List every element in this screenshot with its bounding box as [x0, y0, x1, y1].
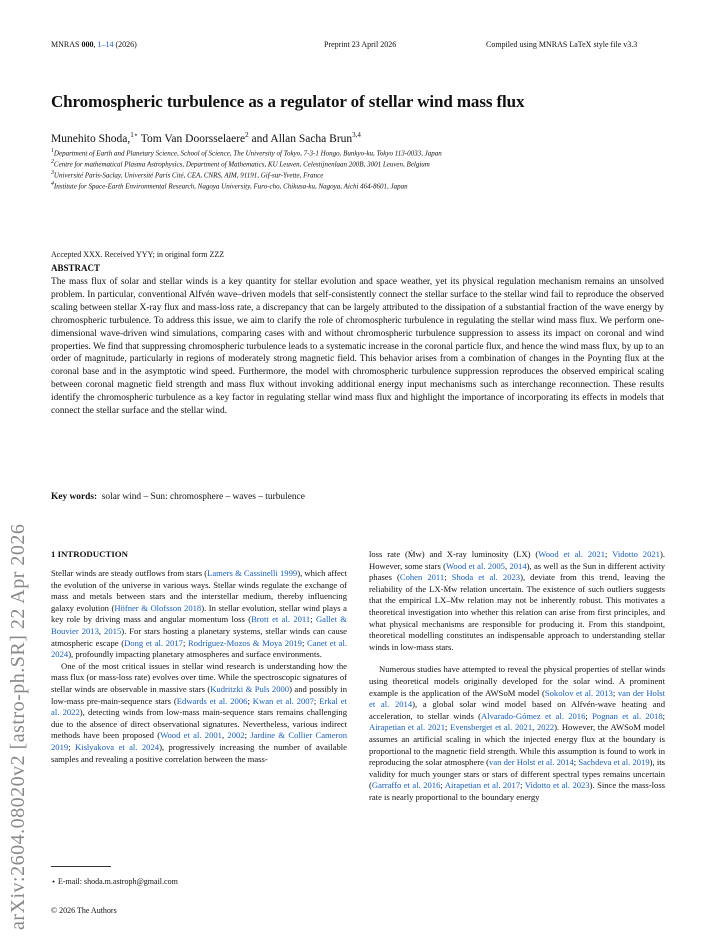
citation-link[interactable]: Erkal et al. 2022: [51, 695, 347, 718]
citation-link[interactable]: Canet et al. 2024: [51, 637, 347, 660]
running-header-compiled: Compiled using MNRAS LaTeX style file v3.3: [486, 40, 638, 49]
citation-link[interactable]: Sachdeva et al. 2019: [578, 757, 650, 768]
footnote-email: ⋆ E-mail: shoda.m.astroph@gmail.com: [51, 877, 178, 886]
left-column: [51, 568, 347, 765]
citation-link[interactable]: Airapetian et al. 2017: [444, 780, 521, 791]
right-column: [369, 549, 665, 803]
keywords: Key words: solar wind – Sun: chromosphere – waves – turbulence: [51, 492, 305, 502]
citation-link[interactable]: Garraffo et al. 2016: [371, 780, 441, 791]
citation-link[interactable]: van der Holst et al. 2014: [489, 757, 574, 768]
citation-link[interactable]: Dong et al. 2017: [124, 637, 183, 648]
citation-link[interactable]: 2002: [227, 730, 245, 741]
citation-link[interactable]: Vidotto et al. 2023: [524, 780, 590, 791]
citation-link[interactable]: Jardine & Collier Cameron 2019: [51, 730, 347, 752]
citation-link[interactable]: Lamers & Cassinelli 1999: [207, 568, 298, 578]
paragraph: One of the most critical issues in stellar wind research is understanding how the mass flux (or mass-loss rate) evolves over time. While the spectroscopic signatures of stellar winds are observable in massive stars (Kudritzki & Puls 2000) and possibly in low-mass pre-main-sequence stars (Edwards et al. 2006; Kwan et al. 2007; Erkal et al. 2022), detecting winds from low-mass main-sequence stars remains challenging due to the absence of direct observational signatures. Nevertheless, various indirect methods have been proposed (Wood et al. 2001, 2002; Jardine & Collier Cameron 2019; Kislyakova et al. 2024), progressively increasing the number of available samples and revealing a positive correlation between the mass-: [51, 660, 347, 764]
citation-link[interactable]: Edwards et al. 2006: [176, 695, 248, 706]
affiliation: $^4$Institute for Space-Earth Environmental Research, Nagoya University, Furo-cho, Chikusa-ku, Nagoya, Aichi 464-8601, Japan: [51, 181, 408, 191]
citation-link[interactable]: Vidotto 2021: [612, 549, 660, 559]
citation-link[interactable]: Kwan et al. 2007: [252, 695, 314, 706]
citation-link[interactable]: Wood et al. 2005: [446, 560, 505, 571]
affiliation: $^1$Department of Earth and Planetary Science, School of Science, The University of Tokyo, 7-3-1 Hongo, Bunkyo-ku, Tokyo 113-0033, Japan: [51, 148, 442, 158]
running-header-preprint: Preprint 23 April 2026: [324, 40, 397, 49]
accepted-line: Accepted XXX. Received YYY; in original form ZZZ: [51, 250, 225, 259]
running-header-journal: MNRAS 000, 1–14 (2026): [51, 40, 137, 49]
page-range-link[interactable]: 1–14: [97, 40, 114, 49]
citation-link[interactable]: Shoda et al. 2023: [451, 572, 521, 583]
citation-link[interactable]: van der Holst et al. 2014: [369, 687, 665, 710]
arxiv-stamp: arXiv:2604.08020v2 [astro-ph.SR] 22 Apr 2026: [7, 523, 29, 930]
paragraph: loss rate (Ṁw) and X-ray luminosity (LX) (Wood et al. 2021; Vidotto 2021). However, some stars (Wood et al. 2005, 2014), as well as the Sun in different activity phases (Cohen 2011; Shoda et al. 2023), deviate from this trend, leaving the reliability of the LX-Ṁw relation uncertain. The existence of such outliers suggests that the empirical LX–Ṁw relation may not be inherently robust. This motivates a theoretical investigation into whether this relation can arise from first principles, and what physical mechanisms are responsible for producing it. From this standpoint, theoretical modelling constitutes an indispensable approach to understanding stellar winds in low-mass stars.: [369, 549, 666, 652]
citation-link[interactable]: 2022: [536, 722, 555, 733]
citation-link[interactable]: Gallet & Bouvier 2013: [51, 614, 347, 636]
citation-link[interactable]: Alvarado-Gómez et al. 2016: [481, 710, 586, 721]
citation-link[interactable]: 2015: [104, 625, 122, 636]
paragraph: Stellar winds are steady outflows from stars (Lamers & Cassinelli 1999), which affect the evolution of the universe in various ways. Stellar winds regulate the exchange of mass and metals between stars and the interstellar medium, thereby influencing galaxy evolution (Höfner & Olofsson 2018). In stellar evolution, stellar wind plays a key role by driving mass and angular momentum loss (Brott et al. 2011; Gallet & Bouvier 2013, 2015). For stars hosting a planetary systems, stellar winds can cause atmospheric escape (Dong et al. 2017; Rodríguez-Mozos & Moya 2019; Canet et al. 2024), profoundly impacting planetary atmospheres and surface environments.: [51, 568, 347, 660]
affiliation: $^2$Centre for mathematical Plasma Astrophysics, Department of Mathematics, KU Leuven, Celestijnenlaan 200B, 3001 Leuven, Belgium: [51, 159, 430, 169]
citation-link[interactable]: Wood et al. 2001: [160, 730, 222, 741]
citation-link[interactable]: Airapetian et al. 2021: [369, 722, 446, 733]
section-heading-introduction: 1 INTRODUCTION: [51, 549, 128, 559]
paragraph: Numerous studies have attempted to reveal the physical properties of stellar winds using theoretical models originally developed for the solar wind. A prominent example is the application of the AWSoM model (Sokolov et al. 2013; van der Holst et al. 2014), a global solar wind model based on Alfvén-wave heating and acceleration, to stellar winds (Alvarado-Gómez et al. 2016; Pognan et al. 2018; Airapetian et al. 2021; Evensberget et al. 2021, 2022). However, the AWSoM model assumes an artificial scaling in which the injected energy flux at the boundary is proportional to the magnetic field strength. While this assumption is found to work in reproducing the solar atmosphere (van der Holst et al. 2014; Sachdeva et al. 2019), its validity for much younger stars or stars of different spectral types remains uncertain (Garraffo et al. 2016; Airapetian et al. 2017; Vidotto et al. 2023). Since the mass-loss rate is nearly proportional to the boundary energy: [369, 664, 666, 802]
citation-link[interactable]: Höfner & Olofsson 2018: [114, 602, 202, 613]
author-list: Munehito Shoda,$^{1⋆}$ Tom Van Doorsselaere$^2$ and Allan Sacha Brun$^{3,4}$: [51, 131, 361, 145]
abstract-heading: ABSTRACT: [51, 263, 101, 273]
citation-link[interactable]: Kislyakova et al. 2024: [74, 741, 160, 752]
citation-link[interactable]: Sokolov et al. 2013: [544, 687, 613, 698]
citation-link[interactable]: Wood et al. 2021: [538, 549, 606, 559]
citation-link[interactable]: Cohen 2011: [399, 572, 445, 583]
citation-link[interactable]: Evensberget et al. 2021: [450, 722, 533, 733]
affiliation: $^3$Université Paris-Saclay, Université Paris Cité, CEA, CNRS, AIM, 91191, Gif-sur-Yvette, France: [51, 170, 324, 180]
footnote-separator: [51, 866, 111, 867]
citation-link[interactable]: Pognan et al. 2018: [592, 710, 663, 721]
citation-link[interactable]: Rodríguez-Mozos & Moya 2019: [188, 637, 302, 648]
paper-title: Chromospheric turbulence as a regulator of stellar wind mass flux: [51, 92, 525, 111]
copyright-line: © 2026 The Authors: [51, 906, 117, 915]
citation-link[interactable]: 2014: [509, 560, 527, 571]
citation-link[interactable]: Kudritzki & Puls 2000: [210, 683, 290, 694]
abstract-text: The mass flux of solar and stellar winds is a key quantity for stellar evolution and space weather, yet its physical regulation mechanism remains an unsolved problem. In particular, conventional Alfvén wave–driven models that self-consistently connect the stellar surface to the stellar wind fail to reproduce the observed scaling between stellar X-ray flux and mass-loss rate, a discrepancy that can be largely attributed to the dissipation of a substantial fraction of the wave energy by chromospheric turbulence. To address this issue, we aim to clarify the role of chromospheric turbulence in regulating the stellar wind mass flux. We perform one-dimensional wave-driven wind simulations, comparing cases with and without chromospheric turbulence suppression to assess its impact on coronal and wind properties. We find that suppressing chromospheric turbulence leads to a systematic increase in the coronal particle flux, and hence the wind mass flux, by up to an order of magnitude, particularly in regions of moderately strong magnetic field. This behavior arises from a combination of changes in the Poynting flux at the coronal base and in the asymptotic wind speed. Furthermore, the model with chromospheric turbulence suppression reproduces the observed empirical scaling between coronal magnetic field strength and mass flux without invoking additional energy input mechanisms such as interchange reconnection. These results identify the chromospheric turbulence as a key factor in regulating stellar wind mass flux and highlight the importance of incorporating its effects in models that connect the stellar surface and the stellar wind.: [51, 277, 664, 417]
citation-link[interactable]: Brott et al. 2011: [251, 614, 311, 625]
